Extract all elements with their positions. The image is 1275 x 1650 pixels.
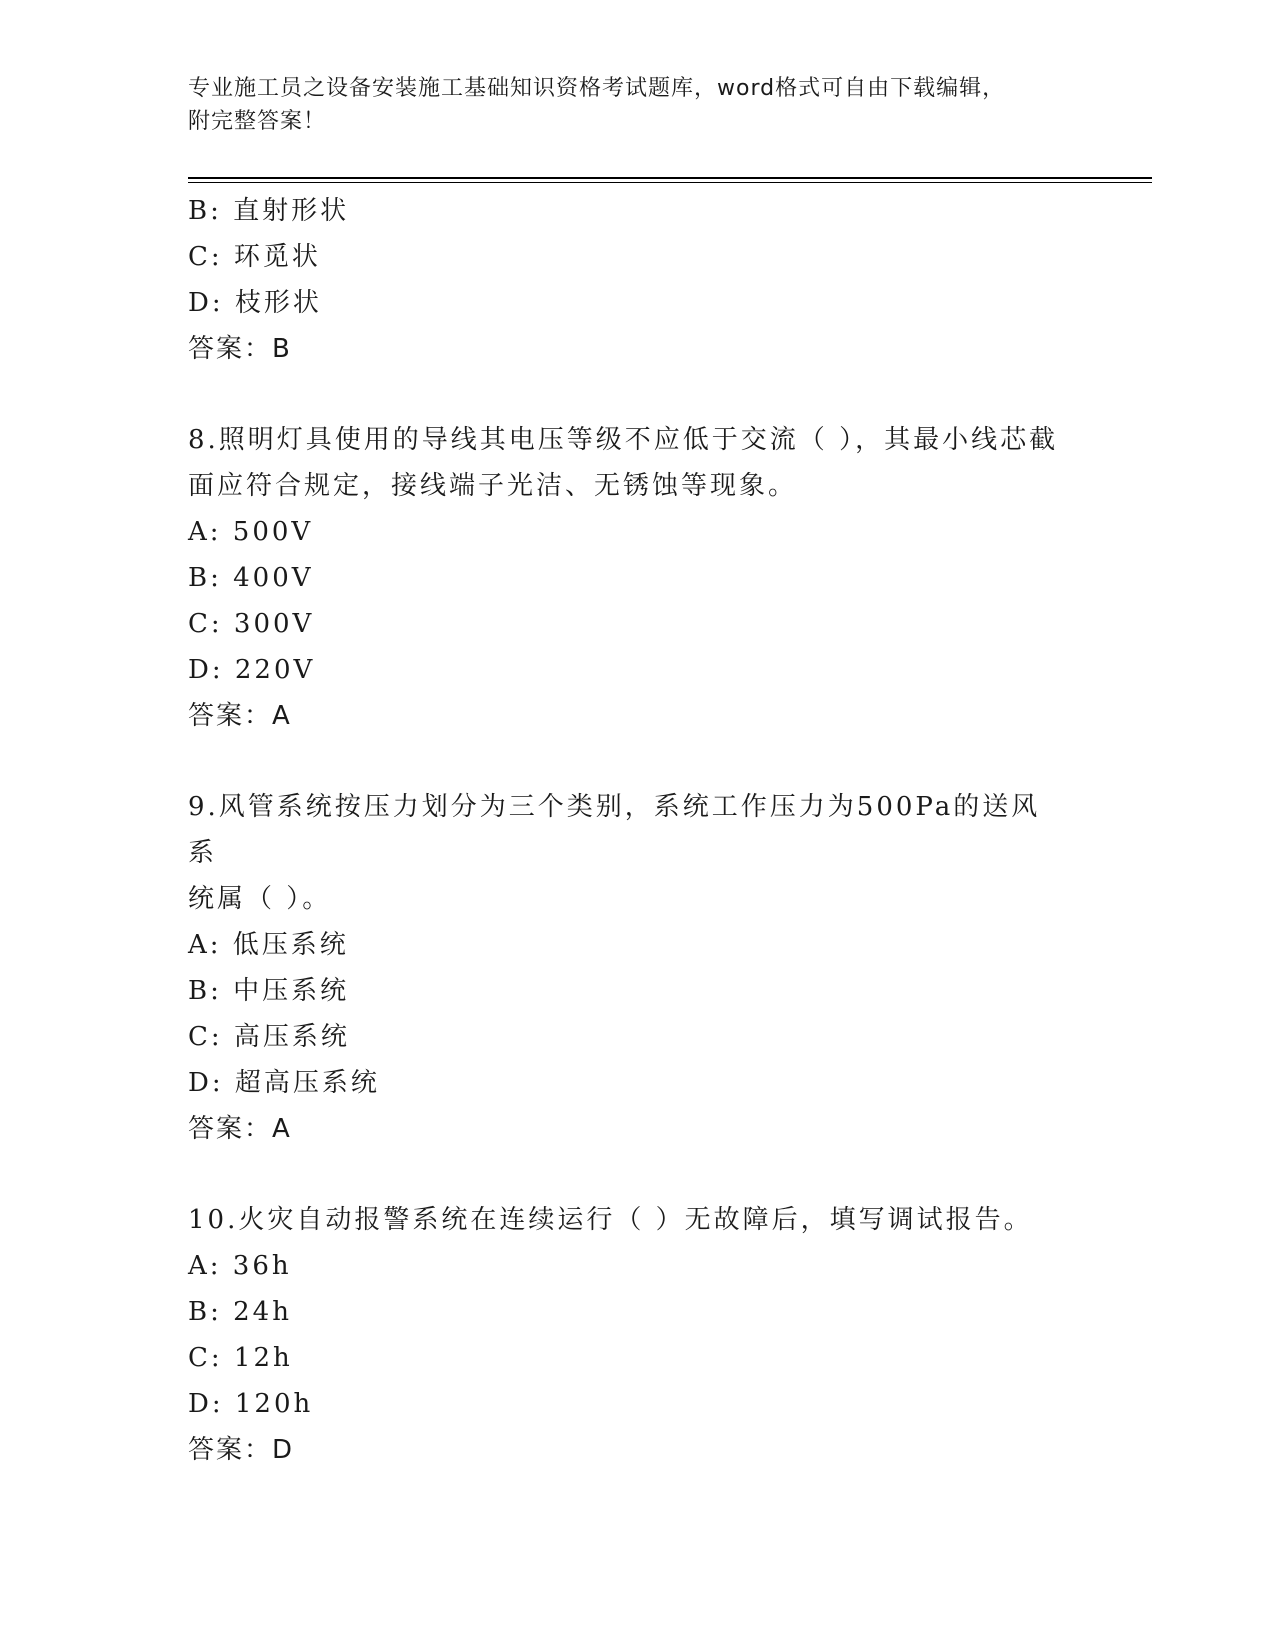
option-d: D: 220V [188,655,316,685]
option-d: D: 120h [188,1389,314,1419]
header-line-1: 专业施工员之设备安装施工基础知识资格考试题库，word格式可自由下载编辑， [188,76,1006,101]
question-text-line-1: 10.火灾自动报警系统在连续运行（ ）无故障后，填写调试报告。 [188,1205,1033,1235]
option-d: D: 超高压系统 [188,1068,380,1098]
document-body [188,188,1088,1473]
question-text-line-2: 面应符合规定，接线端子光洁、无锈蚀等现象。 [188,471,798,501]
question-text-line-1: 9.风管系统按压力划分为三个类别，系统工作压力为500Pa的送风系 [188,792,1041,868]
option-c: C: 300V [188,609,315,639]
option-a: A: 500V [188,517,314,547]
option-b: B: 直射形状 [188,196,350,226]
header-divider-thin [188,182,1152,183]
option-c: C: 12h [188,1343,293,1373]
option-c: C: 高压系统 [188,1022,350,1052]
answer: 答案：B [188,334,292,364]
question-8 [188,417,1088,739]
question-text [188,417,1068,509]
question-7-continued [188,188,1088,372]
question-10 [188,1197,1088,1473]
question-text [188,1197,1068,1243]
answer: 答案：D [188,1435,295,1465]
option-a: A: 低压系统 [188,930,349,960]
question-text-line-1: 8.照明灯具使用的导线其电压等级不应低于交流（ ），其最小线芯截 [188,425,1059,455]
option-b: B: 400V [188,563,314,593]
header-line-2: 附完整答案！ [188,109,327,134]
answer: 答案：A [188,1114,292,1144]
question-text [188,784,1068,922]
option-b: B: 24h [188,1297,292,1327]
header-divider-thick [188,177,1152,179]
option-b: B: 中压系统 [188,976,350,1006]
question-text-line-2: 统属（ ）。 [188,884,332,914]
answer: 答案：A [188,701,292,731]
option-d: D: 枝形状 [188,288,322,318]
option-c: C: 环觅状 [188,242,321,272]
question-9 [188,784,1088,1152]
document-header [188,72,1088,138]
option-a: A: 36h [188,1251,292,1281]
